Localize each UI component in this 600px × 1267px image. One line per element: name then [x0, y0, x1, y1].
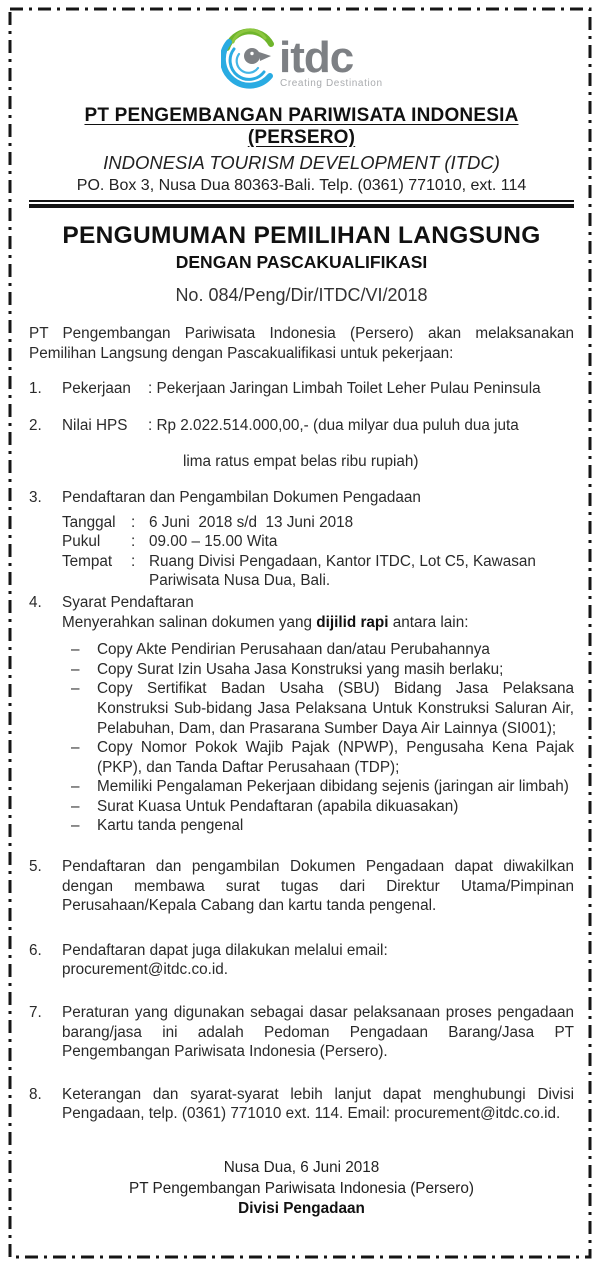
footer-place-date: Nusa Dua, 6 Juni 2018	[223, 1159, 380, 1176]
bullet-item	[62, 797, 574, 817]
row-value: 6 Juni 2018 s/d 13 Juni 2018	[149, 513, 354, 531]
item-number: 2.	[29, 416, 42, 434]
bullet-text: Copy Akte Pendirian Perusahaan dan/atau Perubahannya	[97, 641, 490, 659]
item-number: 8.	[29, 1085, 42, 1103]
row-colon: :	[131, 513, 136, 531]
footer-division: Divisi Pengadaan	[238, 1200, 365, 1217]
announcement-document	[29, 18, 574, 1220]
bullet-item	[62, 660, 574, 680]
bullet-dash: –	[71, 680, 80, 698]
item-number: 4.	[29, 593, 42, 611]
bullet-text: Memiliki Pengalaman Pekerjaan dibidang sejenis (jaringan air limbah)	[97, 778, 569, 796]
schedule-row-tanggal	[62, 513, 574, 533]
row-label: Tanggal	[62, 513, 116, 531]
row-colon: :	[131, 552, 136, 570]
item-label: Nilai HPS	[62, 416, 128, 434]
item-text: Pendaftaran dan pengambilan Dokumen Pengadaan dapat diwakilkan dengan membawa surat tugas dari Direktur Utama/Pimpinan Perusahaan/Kepala Cabang dan kartu tanda pengenal.	[62, 858, 574, 915]
item-number: 7.	[29, 1004, 42, 1022]
item-number: 3.	[29, 488, 42, 506]
row-colon: :	[131, 533, 136, 551]
bullet-text: Surat Kuasa Untuk Pendaftaran (apabila dikuasakan)	[97, 797, 459, 815]
item-subtitle	[62, 613, 574, 633]
letterhead-rule	[29, 200, 574, 208]
subtitle-post: antara lain:	[388, 613, 469, 631]
company-name: PT PENGEMBANGAN PARIWISATA INDONESIA (PERSERO)	[84, 105, 519, 148]
row-value: Ruang Divisi Pengadaan, Kantor ITDC, Lot C5, Kawasan Pariwisata Nusa Dua, Bali.	[149, 552, 541, 590]
row-value: 09.00 – 15.00 Wita	[149, 533, 278, 551]
schedule-row-tempat	[62, 552, 574, 591]
item-number: 1.	[29, 380, 42, 398]
list-item-keterangan	[29, 1085, 574, 1124]
document-number: No. 084/Peng/Dir/ITDC/VI/2018	[175, 285, 428, 305]
bullet-text: Copy Nomor Pokok Wajib Pajak (NPWP), Pengusaha Kena Pajak (PKP), dan Tanda Daftar Perusahaan (TDP);	[97, 739, 574, 776]
requirements-bullet-list	[62, 640, 574, 836]
item-text-line1: Pendaftaran dapat juga dilakukan melalui email:	[62, 941, 388, 959]
item-text: Keterangan dan syarat-syarat lebih lanjut dapat menghubungi Divisi Pengadaan, telp. (0361) 771010 ext. 114. Email: procurement@itdc.co.id.	[62, 1085, 574, 1123]
list-item-pendaftaran-jadwal	[29, 488, 574, 591]
announcement-subtitle: DENGAN PASCAKUALIFIKASI	[175, 252, 428, 272]
bullet-item	[62, 679, 574, 738]
bullet-dash: –	[71, 817, 80, 835]
bullet-item	[62, 738, 574, 777]
row-label: Tempat	[62, 552, 113, 570]
logo-wordmark: itdc	[278, 33, 353, 82]
list-item-peraturan	[29, 1003, 574, 1062]
signature-block	[29, 1158, 574, 1220]
bullet-dash: –	[71, 641, 80, 659]
row-label: Pukul	[62, 533, 101, 551]
bullet-dash: –	[71, 778, 80, 796]
subtitle-pre: Menyerahkan salinan dokumen yang	[62, 613, 317, 631]
item-number: 6.	[29, 941, 42, 959]
bullet-text: Kartu tanda pengenal	[97, 817, 244, 835]
list-item-email-pendaftaran	[29, 941, 574, 980]
list-item-nilai-hps	[29, 416, 574, 472]
bullet-item	[62, 816, 574, 836]
list-item-perwakilan	[29, 857, 574, 916]
bullet-text: Copy Sertifikat Badan Usaha (SBU) Bidang Jasa Pelaksana Konstruksi Sub-bidang Jasa Pelaksana Untuk Konstruksi Saluran Air, Pelabuhan, Dam, dan Prasarana Sumber Daya Air Lainnya (SI001);	[97, 680, 574, 737]
item-value: : Pekerjaan Jaringan Limbah Toilet Leher Pulau Peninsula	[148, 380, 541, 398]
bullet-item	[62, 777, 574, 797]
item-value-line1: : Rp 2.022.514.000,00,- (dua milyar dua puluh dua juta	[148, 416, 519, 434]
item-value-line2: lima ratus empat belas ribu rupiah)	[183, 453, 419, 471]
list-item-pekerjaan	[29, 379, 574, 399]
logo-tagline: Creating Destinations	[279, 78, 383, 89]
bullet-item	[62, 640, 574, 660]
bullet-text: Copy Surat Izin Usaha Jasa Konstruksi yang masih berlaku;	[97, 660, 504, 678]
list-item-syarat-pendaftaran	[29, 593, 574, 836]
bullet-dash: –	[71, 797, 80, 815]
itdc-logo-icon	[221, 22, 383, 94]
logo-swirl-icon	[222, 30, 270, 86]
item-title: Syarat Pendaftaran	[62, 593, 194, 611]
item-label: Pekerjaan	[62, 380, 131, 398]
company-name-en: INDONESIA TOURISM DEVELOPMENT (ITDC)	[103, 152, 500, 173]
schedule-row-pukul	[62, 532, 574, 552]
logo-block	[29, 22, 574, 99]
company-address: PO. Box 3, Nusa Dua 80363-Bali. Telp. (0361) 771010, ext. 114	[76, 177, 527, 194]
item-number: 5.	[29, 858, 42, 876]
bullet-dash: –	[71, 739, 80, 757]
bullet-dash: –	[71, 660, 80, 678]
intro-paragraph: PT Pengembangan Pariwisata Indonesia (Persero) akan melaksanakan Pemilihan Langsung dengan Pascakualifikasi untuk pekerjaan:	[29, 325, 574, 362]
item-text: Peraturan yang digunakan sebagai dasar pelaksanaan proses pengadaan barang/jasa ini adalah Pedoman Pengadaan Barang/Jasa PT Pengembangan Pariwisata Indonesia (Persero).	[62, 1004, 574, 1061]
email-text: procurement@itdc.co.id.	[62, 961, 229, 979]
footer-company: PT Pengembangan Pariwisata Indonesia (Persero)	[129, 1179, 474, 1197]
item-title: Pendaftaran dan Pengambilan Dokumen Pengadaan	[62, 488, 421, 506]
announcement-title: PENGUMUMAN PEMILIHAN LANGSUNG	[62, 222, 541, 249]
subtitle-bold: dijilid rapi	[316, 613, 389, 631]
